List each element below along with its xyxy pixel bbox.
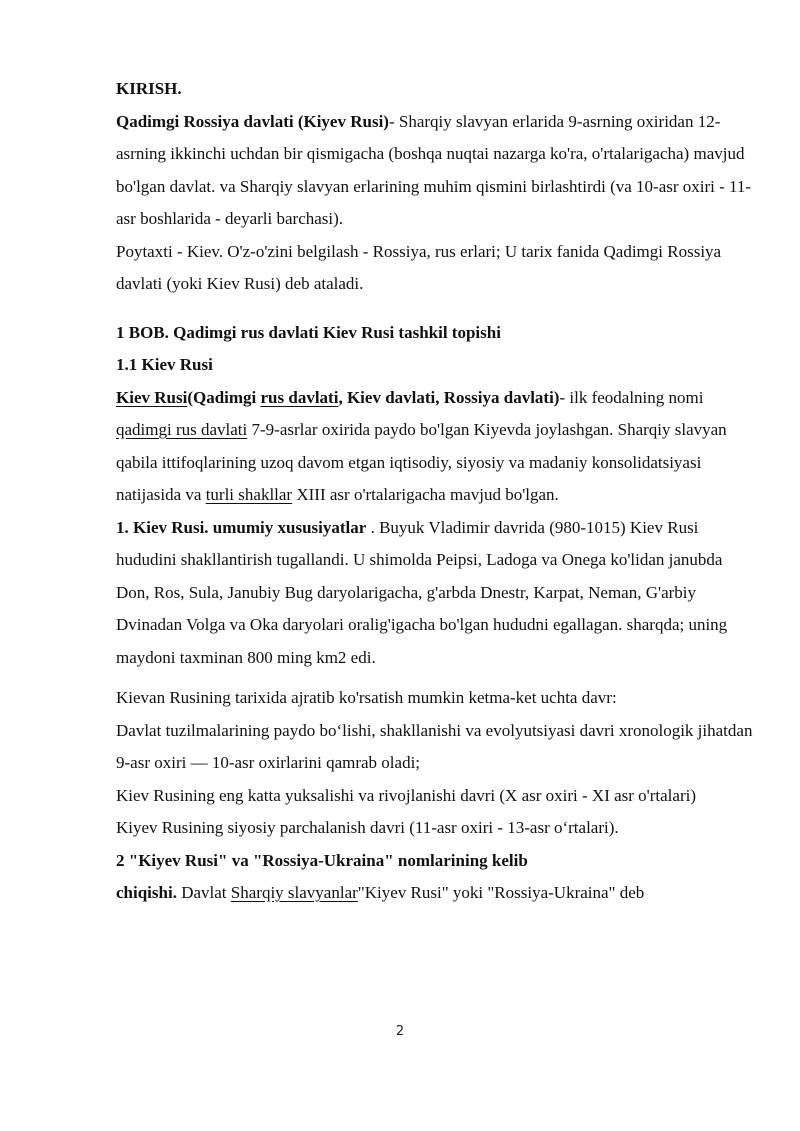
section2-paragraph: chiqishi. Davlat Sharqiy slavyanlar"Kiyev Rusi" yoki "Rossiya-Ukraina" deb xyxy=(116,883,645,902)
link-qadimgi-rus-davlati[interactable]: qadimgi rus davlati xyxy=(116,420,248,439)
section-heading: 1.1 Kiev Rusi xyxy=(116,355,213,374)
link-kiev-rusi[interactable]: Kiev Rusi xyxy=(116,387,188,407)
periods-intro: Kievan Rusining tarixida ajratib ko'rsatish mumkin ketma-ket uchta davr: xyxy=(116,688,617,707)
document-body xyxy=(116,73,756,910)
chapter-heading: 1 BOB. Qadimgi rus davlati Kiev Rusi tashkil topishi xyxy=(116,322,501,342)
section2-heading: 2 "Kiyev Rusi" va "Rossiya-Ukraina" nomlarining kelib xyxy=(116,850,528,870)
link-rus-davlati[interactable]: rus davlati xyxy=(260,387,339,407)
intro-term: Qadimgi Rossiya davlati (Kiyev Rusi) xyxy=(116,111,389,131)
period-3: Kiyev Rusining siyosiy parchalanish davri (11-asr oxiri - 13-asr o‘rtalari). xyxy=(116,818,619,837)
link-sharqiy-slavyanlar[interactable]: Sharqiy slavyanlar xyxy=(230,883,358,902)
intro-paragraph: Qadimgi Rossiya davlati (Kiyev Rusi)- Sharqiy slavyan erlarida 9-asrning oxiridan 12-asrning ikkinchi uchdan bir qismigacha (boshqa nuqtai nazarga ko'ra, o'rtalarigacha) mavjud bo'lgan davlat. va Sharqiy slavyan erlarining muhim qismini birlashtirdi (va 10-asr oxiri - 11-asr boshlarida - deyarli barchasi). xyxy=(116,111,752,228)
period-2: Kiev Rusining eng katta yuksalishi va rivojlanishi davri (X asr oxiri - XI asr o'rtalari) xyxy=(116,785,696,805)
general-features-paragraph: 1. Kiev Rusi. umumiy xususiyatlar . Buyuk Vladimir davrida (980-1015) Kiev Rusi hududini shakllantirish tugallandi. U shimolda Peipsi, Ladoga va Onega ko'lidan janubda Don, Ros, Sula, Janubiy Bug daryolarigacha, g'arbda Dnestr, Karpat, Neman, G'arbiy Dvinadan Volga va Oka daryolari oralig'igacha bo'lgan hududni egallagan. sharqda; uning maydoni taxminan 800 ming km2 edi. xyxy=(116,517,728,667)
capital-paragraph: Poytaxti - Kiev. O'z-o'zini belgilash - Rossiya, rus erlari; U tarix fanida Qadimgi Rossiya davlati (yoki Kiev Rusi) deb ataladi. xyxy=(116,241,722,293)
intro-heading: KIRISH. xyxy=(116,79,182,98)
page-number: 2 xyxy=(395,1024,405,1039)
link-turli-shakllar[interactable]: turli shakllar xyxy=(205,485,293,504)
period-1: Davlat tuzilmalarining paydo bo‘lishi, shakllanishi va evolyutsiyasi davri xronologik jihatdan 9-asr oxiri — 10-asr oxirlarini qamrab oladi; xyxy=(116,720,753,772)
kiev-rusi-paragraph: Kiev Rusi(Qadimgi rus davlati, Kiev davlati, Rossiya davlati)- ilk feodalning nomi qadimgi rus davlati 7-9-asrlar oxirida paydo bo'lgan Kiyevda joylashgan. Sharqiy slavyan qabila ittifoqlarining uzoq davom etgan iqtisodiy, siyosiy va madaniy konsolidatsiyasi natijasida va turli shakllar XIII asr o'rtalarigacha mavjud bo'lgan. xyxy=(116,387,727,504)
